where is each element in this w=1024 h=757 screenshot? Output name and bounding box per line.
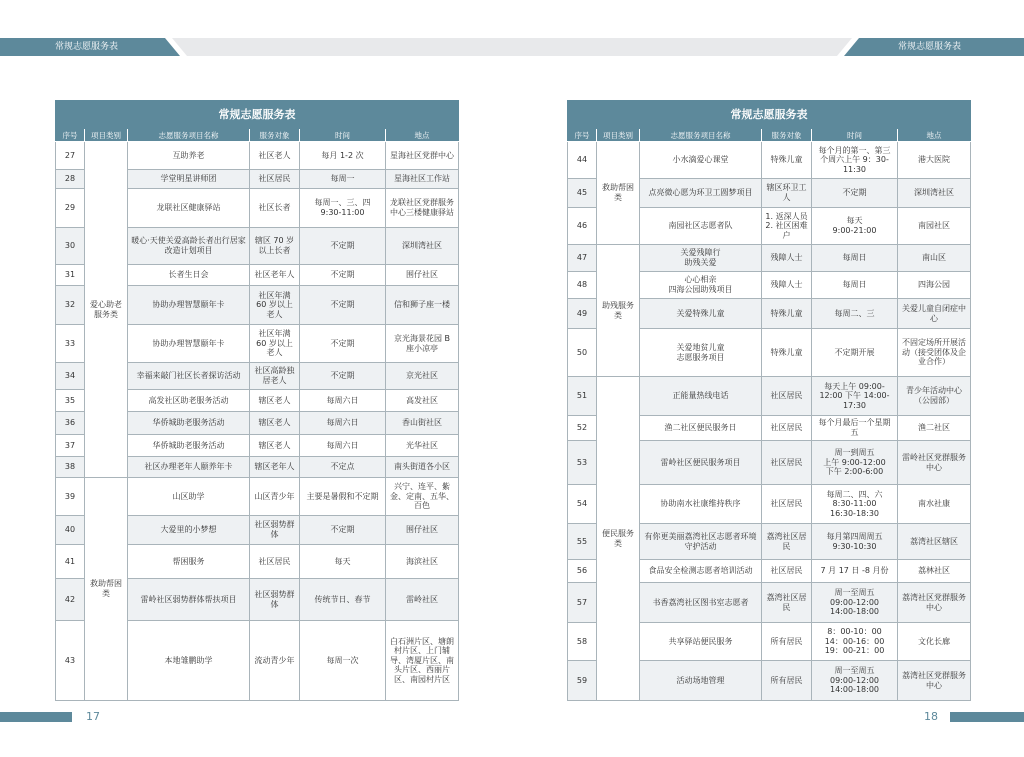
service-target: 社区弱势群体 bbox=[250, 516, 300, 545]
category-cell: 便民服务类 bbox=[597, 377, 640, 701]
service-time: 每周一、三、四 9:30-11:00 bbox=[300, 189, 386, 228]
project-name: 高发社区助老服务活动 bbox=[128, 390, 250, 412]
row-number: 57 bbox=[568, 583, 597, 623]
service-target: 辖区 70 岁以上长者 bbox=[250, 228, 300, 265]
service-target: 辖区老人 bbox=[250, 412, 300, 435]
volunteer-table-right bbox=[567, 100, 971, 701]
column-header-row bbox=[568, 129, 971, 142]
service-location: 白石洲片区、塘朗村片区、上门辅导、湾厦片区、南头片区、西丽片区、南园村片区 bbox=[386, 621, 459, 701]
service-target: 所有居民 bbox=[762, 623, 812, 661]
table-row bbox=[568, 245, 971, 272]
service-time: 每个月最后一个星期五 bbox=[812, 416, 898, 441]
project-name: 山区助学 bbox=[128, 478, 250, 516]
table-title: 常规志愿服务表 bbox=[568, 101, 971, 129]
service-target: 社区居民 bbox=[762, 485, 812, 524]
service-target: 残障人士 bbox=[762, 272, 812, 299]
row-number: 44 bbox=[568, 142, 597, 179]
project-name: 学堂明星讲师团 bbox=[128, 170, 250, 189]
service-location: 南山区 bbox=[898, 245, 971, 272]
project-name: 华侨城助老服务活动 bbox=[128, 412, 250, 435]
project-name: 协助南水社康维持秩序 bbox=[640, 485, 762, 524]
project-name: 关爱地贫儿童 志愿服务项目 bbox=[640, 329, 762, 377]
service-location: 光华社区 bbox=[386, 435, 459, 457]
row-number: 41 bbox=[56, 545, 85, 579]
row-number: 58 bbox=[568, 623, 597, 661]
project-name: 南园社区志愿者队 bbox=[640, 208, 762, 245]
service-target: 辖区老年人 bbox=[250, 457, 300, 478]
service-location: 雷岭社区党群服务中心 bbox=[898, 441, 971, 485]
table-body bbox=[568, 142, 971, 701]
service-time: 8：00-10：00 14：00-16：00 19：00-21：00 bbox=[812, 623, 898, 661]
service-time: 每天 bbox=[300, 545, 386, 579]
row-number: 39 bbox=[56, 478, 85, 516]
project-name: 点亮微心愿为环卫工圆梦项目 bbox=[640, 179, 762, 208]
service-target: 特殊儿童 bbox=[762, 299, 812, 329]
project-name: 雷岭社区便民服务项目 bbox=[640, 441, 762, 485]
project-name: 社区办理老年人颐养年卡 bbox=[128, 457, 250, 478]
service-time: 每天 9:00-21:00 bbox=[812, 208, 898, 245]
row-number: 47 bbox=[568, 245, 597, 272]
page-number-right: 18 bbox=[924, 710, 938, 723]
row-number: 55 bbox=[568, 524, 597, 560]
service-time: 每周六日 bbox=[300, 390, 386, 412]
service-location: 围仔社区 bbox=[386, 265, 459, 286]
table-row bbox=[568, 377, 971, 416]
project-name: 关爱残障行 助残关爱 bbox=[640, 245, 762, 272]
category-cell: 爱心助老服务类 bbox=[85, 142, 128, 478]
category-cell: 救助帮困类 bbox=[85, 478, 128, 701]
row-number: 34 bbox=[56, 363, 85, 390]
row-number: 52 bbox=[568, 416, 597, 441]
project-name: 雷岭社区弱势群体帮扶项目 bbox=[128, 579, 250, 621]
row-number: 42 bbox=[56, 579, 85, 621]
service-time: 每周二、三 bbox=[812, 299, 898, 329]
project-name: 本地雏鹏助学 bbox=[128, 621, 250, 701]
service-location: 香山街社区 bbox=[386, 412, 459, 435]
service-time: 每周二、四、六 8:30-11:00 16:30-18:30 bbox=[812, 485, 898, 524]
project-name: 大爱里的小梦想 bbox=[128, 516, 250, 545]
service-location: 高发社区 bbox=[386, 390, 459, 412]
service-target: 社区老年人 bbox=[250, 265, 300, 286]
project-name: 帮困服务 bbox=[128, 545, 250, 579]
row-number: 29 bbox=[56, 189, 85, 228]
row-number: 48 bbox=[568, 272, 597, 299]
service-location: 港大医院 bbox=[898, 142, 971, 179]
row-number: 53 bbox=[568, 441, 597, 485]
column-header-project-name: 志愿服务项目名称 bbox=[640, 129, 762, 142]
service-location: 深圳湾社区 bbox=[386, 228, 459, 265]
project-name: 心心相亲 四海公园助残项目 bbox=[640, 272, 762, 299]
service-location: 渔二社区 bbox=[898, 416, 971, 441]
row-number: 38 bbox=[56, 457, 85, 478]
service-location: 兴宁、连平、紫金、定南、五华、百色 bbox=[386, 478, 459, 516]
service-location: 星海社区党群中心 bbox=[386, 142, 459, 170]
service-target: 社区老人 bbox=[250, 142, 300, 170]
service-time: 周一至周五 09:00-12:00 14:00-18:00 bbox=[812, 583, 898, 623]
project-name: 协助办理智慧颐年卡 bbox=[128, 325, 250, 363]
table-body bbox=[56, 142, 459, 701]
row-number: 30 bbox=[56, 228, 85, 265]
project-name: 长者生日会 bbox=[128, 265, 250, 286]
service-time: 每周一 bbox=[300, 170, 386, 189]
service-time: 周一至周五 09:00-12:00 14:00-18:00 bbox=[812, 661, 898, 701]
service-target: 社区年满 60 岁以上老人 bbox=[250, 286, 300, 325]
column-header-location: 地点 bbox=[898, 129, 971, 142]
service-location: 荔湾社区党群服务中心 bbox=[898, 661, 971, 701]
project-name: 有你更美丽荔湾社区志愿者环境守护活动 bbox=[640, 524, 762, 560]
service-time: 不定期 bbox=[300, 228, 386, 265]
service-target: 所有居民 bbox=[762, 661, 812, 701]
service-location: 四海公园 bbox=[898, 272, 971, 299]
service-target: 辖区老人 bbox=[250, 435, 300, 457]
service-location: 南水社康 bbox=[898, 485, 971, 524]
footer-bar-right bbox=[950, 712, 1024, 722]
service-target: 社区弱势群体 bbox=[250, 579, 300, 621]
service-time: 每天上午 09:00-12:00 下午 14:00-17:30 bbox=[812, 377, 898, 416]
service-location: 京光社区 bbox=[386, 363, 459, 390]
row-number: 51 bbox=[568, 377, 597, 416]
service-time: 不定期 bbox=[300, 265, 386, 286]
service-target: 社区长者 bbox=[250, 189, 300, 228]
service-target: 社区居民 bbox=[250, 545, 300, 579]
service-target: 辖区环卫工人 bbox=[762, 179, 812, 208]
service-time: 周一到周五 上午 9:00-12:00 下午 2:00-6:00 bbox=[812, 441, 898, 485]
column-header-time: 时间 bbox=[812, 129, 898, 142]
service-target: 社区居民 bbox=[762, 560, 812, 583]
project-name: 幸福来敲门社区长者探访活动 bbox=[128, 363, 250, 390]
row-number: 59 bbox=[568, 661, 597, 701]
service-location: 不固定场所开展活动（接受团体及企业合作） bbox=[898, 329, 971, 377]
row-number: 28 bbox=[56, 170, 85, 189]
project-name: 小水滴爱心课堂 bbox=[640, 142, 762, 179]
service-location: 海滨社区 bbox=[386, 545, 459, 579]
service-time: 每周日 bbox=[812, 272, 898, 299]
service-time: 每个月的第一、第三个周六上午 9：30-11:30 bbox=[812, 142, 898, 179]
column-header-row bbox=[56, 129, 459, 142]
service-time: 不定点 bbox=[300, 457, 386, 478]
column-header-target: 服务对象 bbox=[762, 129, 812, 142]
row-number: 46 bbox=[568, 208, 597, 245]
service-target: 荔湾社区居民 bbox=[762, 583, 812, 623]
footer-bar-left bbox=[0, 712, 72, 722]
row-number: 50 bbox=[568, 329, 597, 377]
table-row bbox=[568, 142, 971, 179]
service-time: 不定期 bbox=[300, 363, 386, 390]
service-time: 不定期开展 bbox=[812, 329, 898, 377]
column-header-number: 序号 bbox=[568, 129, 597, 142]
column-header-number: 序号 bbox=[56, 129, 85, 142]
service-target: 社区居民 bbox=[250, 170, 300, 189]
service-location: 京光海景花园 B 座小凉亭 bbox=[386, 325, 459, 363]
row-number: 56 bbox=[568, 560, 597, 583]
service-location: 星海社区工作站 bbox=[386, 170, 459, 189]
volunteer-table-left bbox=[55, 100, 459, 701]
table-row bbox=[56, 142, 459, 170]
service-time: 每周六日 bbox=[300, 412, 386, 435]
service-location: 青少年活动中心（公园部） bbox=[898, 377, 971, 416]
row-number: 35 bbox=[56, 390, 85, 412]
header-tab-left-label: 常规志愿服务表 bbox=[55, 42, 119, 52]
service-target: 流动青少年 bbox=[250, 621, 300, 701]
column-header-category: 项目类别 bbox=[597, 129, 640, 142]
row-number: 36 bbox=[56, 412, 85, 435]
page-number-left: 17 bbox=[86, 710, 100, 723]
service-target: 荔湾社区居民 bbox=[762, 524, 812, 560]
header-band bbox=[0, 0, 1024, 60]
row-number: 49 bbox=[568, 299, 597, 329]
service-location: 文化长廊 bbox=[898, 623, 971, 661]
project-name: 正能量热线电话 bbox=[640, 377, 762, 416]
service-time: 主要是暑假和不定期 bbox=[300, 478, 386, 516]
service-target: 社区高龄独居老人 bbox=[250, 363, 300, 390]
table-title-row bbox=[568, 101, 971, 129]
project-name: 龙联社区健康驿站 bbox=[128, 189, 250, 228]
service-location: 荔湾社区党群服务中心 bbox=[898, 583, 971, 623]
category-cell: 救助帮困类 bbox=[597, 142, 640, 245]
service-time: 不定期 bbox=[300, 325, 386, 363]
service-time: 每月 1-2 次 bbox=[300, 142, 386, 170]
service-location: 南头街道各小区 bbox=[386, 457, 459, 478]
project-name: 书香荔湾社区图书室志愿者 bbox=[640, 583, 762, 623]
service-location: 龙联社区党群服务中心三楼健康驿站 bbox=[386, 189, 459, 228]
service-time: 传统节日、春节 bbox=[300, 579, 386, 621]
row-number: 27 bbox=[56, 142, 85, 170]
service-target: 1. 返深人员 2. 社区困难户 bbox=[762, 208, 812, 245]
project-name: 协助办理智慧颐年卡 bbox=[128, 286, 250, 325]
row-number: 54 bbox=[568, 485, 597, 524]
service-time: 每周日 bbox=[812, 245, 898, 272]
row-number: 43 bbox=[56, 621, 85, 701]
service-target: 辖区老人 bbox=[250, 390, 300, 412]
service-target: 山区青少年 bbox=[250, 478, 300, 516]
service-location: 雷岭社区 bbox=[386, 579, 459, 621]
table-title-row bbox=[56, 101, 459, 129]
project-name: 关爱特殊儿童 bbox=[640, 299, 762, 329]
column-header-target: 服务对象 bbox=[250, 129, 300, 142]
service-location: 信和狮子座一楼 bbox=[386, 286, 459, 325]
service-location: 围仔社区 bbox=[386, 516, 459, 545]
table-title: 常规志愿服务表 bbox=[56, 101, 459, 129]
column-header-category: 项目类别 bbox=[85, 129, 128, 142]
row-number: 40 bbox=[56, 516, 85, 545]
project-name: 暖心·天使关爱高龄长者出行居家改造计划项目 bbox=[128, 228, 250, 265]
header-center-band bbox=[172, 38, 852, 56]
service-target: 残障人士 bbox=[762, 245, 812, 272]
project-name: 渔二社区便民服务日 bbox=[640, 416, 762, 441]
service-time: 7 月 17 日 -8 月份 bbox=[812, 560, 898, 583]
row-number: 32 bbox=[56, 286, 85, 325]
service-time: 每月第四周周五 9:30-10:30 bbox=[812, 524, 898, 560]
service-location: 南园社区 bbox=[898, 208, 971, 245]
row-number: 45 bbox=[568, 179, 597, 208]
project-name: 共享驿站便民服务 bbox=[640, 623, 762, 661]
service-target: 特殊儿童 bbox=[762, 329, 812, 377]
project-name: 活动场地管理 bbox=[640, 661, 762, 701]
service-location: 深圳湾社区 bbox=[898, 179, 971, 208]
project-name: 食品安全检测志愿者培训活动 bbox=[640, 560, 762, 583]
service-target: 社区居民 bbox=[762, 416, 812, 441]
service-location: 荔林社区 bbox=[898, 560, 971, 583]
column-header-location: 地点 bbox=[386, 129, 459, 142]
service-time: 不定期 bbox=[300, 516, 386, 545]
service-target: 社区居民 bbox=[762, 441, 812, 485]
service-time: 不定期 bbox=[812, 179, 898, 208]
column-header-time: 时间 bbox=[300, 129, 386, 142]
service-target: 社区年满 60 岁以上老人 bbox=[250, 325, 300, 363]
service-time: 不定期 bbox=[300, 286, 386, 325]
category-cell: 助残服务类 bbox=[597, 245, 640, 377]
service-target: 特殊儿童 bbox=[762, 142, 812, 179]
service-location: 荔湾社区辖区 bbox=[898, 524, 971, 560]
row-number: 37 bbox=[56, 435, 85, 457]
row-number: 31 bbox=[56, 265, 85, 286]
service-target: 社区居民 bbox=[762, 377, 812, 416]
service-location: 关爱儿童自闭症中心 bbox=[898, 299, 971, 329]
service-time: 每周六日 bbox=[300, 435, 386, 457]
project-name: 华侨城助老服务活动 bbox=[128, 435, 250, 457]
column-header-project-name: 志愿服务项目名称 bbox=[128, 129, 250, 142]
header-tab-right-label: 常规志愿服务表 bbox=[898, 42, 962, 52]
service-time: 每周一次 bbox=[300, 621, 386, 701]
row-number: 33 bbox=[56, 325, 85, 363]
table-row bbox=[56, 478, 459, 516]
project-name: 互助养老 bbox=[128, 142, 250, 170]
